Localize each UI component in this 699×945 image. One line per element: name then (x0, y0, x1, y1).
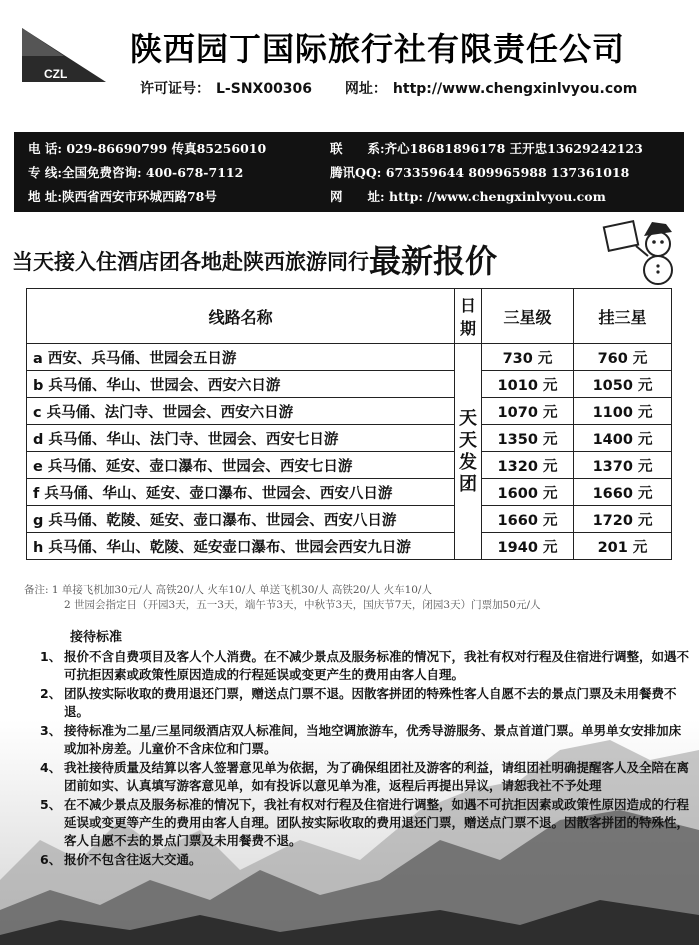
phone-number[interactable]: 029-86690799 (66, 141, 168, 156)
item-number: 1、 (40, 649, 62, 664)
contact-people: 齐心18681896178 王开忠13629242123 (384, 141, 643, 156)
table-row (27, 398, 672, 425)
table-row (27, 533, 672, 560)
table-row (27, 452, 672, 479)
route-cell: g 兵马俑、乾陵、延安、壶口瀑布、世园会、西安八日游 (27, 506, 455, 533)
three-star-price: 1350 元 (481, 425, 573, 452)
table-header-row (27, 289, 672, 344)
route-cell: c 兵马俑、法门寺、世园会、西安六日游 (27, 398, 455, 425)
item-text: 接待标准为二星/三星同级酒店双人标准间，当地空调旅游车，优秀导游服务、景点首道门票。单男单女安排加床或加补房差。儿童价不含床位和门票。 (64, 723, 682, 756)
list-item (40, 759, 692, 795)
list-item (40, 722, 692, 758)
promo-title-highlight: 最新报价 (369, 242, 498, 280)
three-star-price: 1320 元 (481, 452, 573, 479)
standards-title: 接待标准 (70, 630, 123, 645)
hang-three-star-price: 1100 元 (574, 398, 672, 425)
col-header-route: 线路名称 (27, 289, 455, 344)
snowman-mascot-icon (596, 216, 686, 286)
qq-row (330, 163, 629, 181)
site-row (330, 187, 606, 205)
notes-block (24, 583, 694, 613)
logo-text: CZL (44, 67, 68, 81)
item-text: 在不减少景点及服务标准的情况下，我社有权对行程及住宿进行调整，如遇不可抗拒因素或政策性原因造成的行程延误或变更等产生的费用由客人自理。团队按实际收取的费用退还门票，赠送点门票不退。因散客拼团的特殊性，客人自愿不去的景点门票及未用餐费不退。 (64, 797, 690, 848)
note-line-1: 备注: 1 单接飞机加30元/人 高铁20/人 火车10/人 单送飞机30/人 高铁20/人 火车10/人 (24, 584, 432, 596)
hang-three-star-price: 1050 元 (574, 371, 672, 398)
route-cell: d 兵马俑、华山、法门寺、世园会、西安七日游 (27, 425, 455, 452)
phone-row (28, 139, 266, 157)
site-label: 网 址: (330, 189, 385, 204)
route-cell: b 兵马俑、华山、世园会、西安六日游 (27, 371, 455, 398)
hang-three-star-price: 1370 元 (574, 452, 672, 479)
note-line-2: 2 世园会指定日（开园3天，五一3天，端午节3天，中秋节3天，国庆节7天，闭园3天）门票加50元/人 (64, 599, 541, 611)
item-number: 4、 (40, 760, 62, 775)
item-text: 报价不包含往返大交通。 (64, 852, 202, 867)
hotline-label: 专 线: (28, 165, 62, 180)
item-text: 报价不含自费项目及客人个人消费。在不减少景点及服务标准的情况下，我社有权对行程及住宿进行调整，如遇不可抗拒因素或政策性原因造成的行程延误或变更产生的费用由客人自理。 (64, 649, 690, 682)
contact-label: 联 系: (330, 141, 385, 156)
company-logo (14, 20, 114, 98)
contact-row (330, 139, 643, 157)
license-line (140, 78, 695, 98)
website-label: 网址： (344, 81, 387, 97)
site-link[interactable]: http: //www.chengxinlvyou.com (388, 189, 606, 204)
item-text: 团队按实际收取的费用退还门票，赠送点门票不退。因散客拼团的特殊性客人自愿不去的景点门票及未用餐费不退。 (64, 686, 677, 719)
company-name: 陕西园丁国际旅行社有限责任公司 (130, 30, 626, 68)
table-row (27, 425, 672, 452)
list-item (40, 851, 692, 869)
item-text: 我社接待质量及结算以客人签署意见单为依据，为了确保组团社及游客的利益，请组团社明确提醒客人及全陪在离团前如实、认真填写游客意见单，如有投诉以意见单为准，返程后再提出异议，请恕我社不予处理 (64, 760, 690, 793)
three-star-price: 1600 元 (481, 479, 573, 506)
hotline-number[interactable]: 全国免费咨询: 400-678-7112 (61, 165, 244, 180)
list-item (40, 796, 692, 850)
standards-list (40, 648, 692, 870)
route-cell: f 兵马俑、华山、延安、壶口瀑布、世园会、西安八日游 (27, 479, 455, 506)
three-star-price: 1940 元 (481, 533, 573, 560)
phone-label: 电 话: (28, 141, 62, 156)
item-number: 5、 (40, 797, 62, 812)
route-cell: e 兵马俑、延安、壶口瀑布、世园会、西安七日游 (27, 452, 455, 479)
table-row (27, 479, 672, 506)
hang-three-star-price: 201 元 (574, 533, 672, 560)
item-number: 2、 (40, 686, 62, 701)
table-row (27, 371, 672, 398)
contact-panel (14, 132, 684, 212)
item-number: 6、 (40, 852, 62, 867)
three-star-price: 730 元 (481, 344, 573, 371)
three-star-price: 1010 元 (481, 371, 573, 398)
route-cell: a 西安、兵马俑、世园会五日游 (27, 344, 455, 371)
address-label: 地 址: (28, 189, 62, 204)
route-cell: h 兵马俑、华山、乾陵、延安壶口瀑布、世园会西安九日游 (27, 533, 455, 560)
hang-three-star-price: 1720 元 (574, 506, 672, 533)
qq-label: 腾讯QQ: (330, 165, 382, 180)
departure-cell: 天天发团 (455, 344, 482, 560)
website-link[interactable]: http://www.chengxinlvyou.com (392, 81, 638, 97)
table-row (27, 506, 672, 533)
price-table (26, 288, 672, 560)
hang-three-star-price: 760 元 (574, 344, 672, 371)
fax-label: 传真 (171, 141, 197, 156)
item-number: 3、 (40, 723, 62, 738)
address-text: 陕西省西安市环城西路78号 (61, 189, 217, 204)
address-row (28, 187, 217, 205)
license-number: L-SNX00306 (216, 81, 313, 97)
col-header-hang-three-star: 挂三星 (574, 289, 672, 344)
hang-three-star-price: 1400 元 (574, 425, 672, 452)
col-header-three-star: 三星级 (481, 289, 573, 344)
list-item (40, 685, 692, 721)
three-star-price: 1070 元 (481, 398, 573, 425)
col-header-date: 日期 (455, 289, 482, 344)
hang-three-star-price: 1660 元 (574, 479, 672, 506)
license-label: 许可证号： (140, 81, 210, 97)
hotline-row (28, 163, 243, 181)
list-item (40, 648, 692, 684)
qq-numbers: 673359644 809965988 137361018 (385, 165, 630, 180)
three-star-price: 1660 元 (481, 506, 573, 533)
table-row (27, 344, 672, 371)
promo-title (12, 236, 612, 282)
promo-title-main: 当天接入住酒店团各地赴陕西旅游同行 (12, 250, 369, 274)
fax-number: 85256010 (196, 141, 267, 156)
